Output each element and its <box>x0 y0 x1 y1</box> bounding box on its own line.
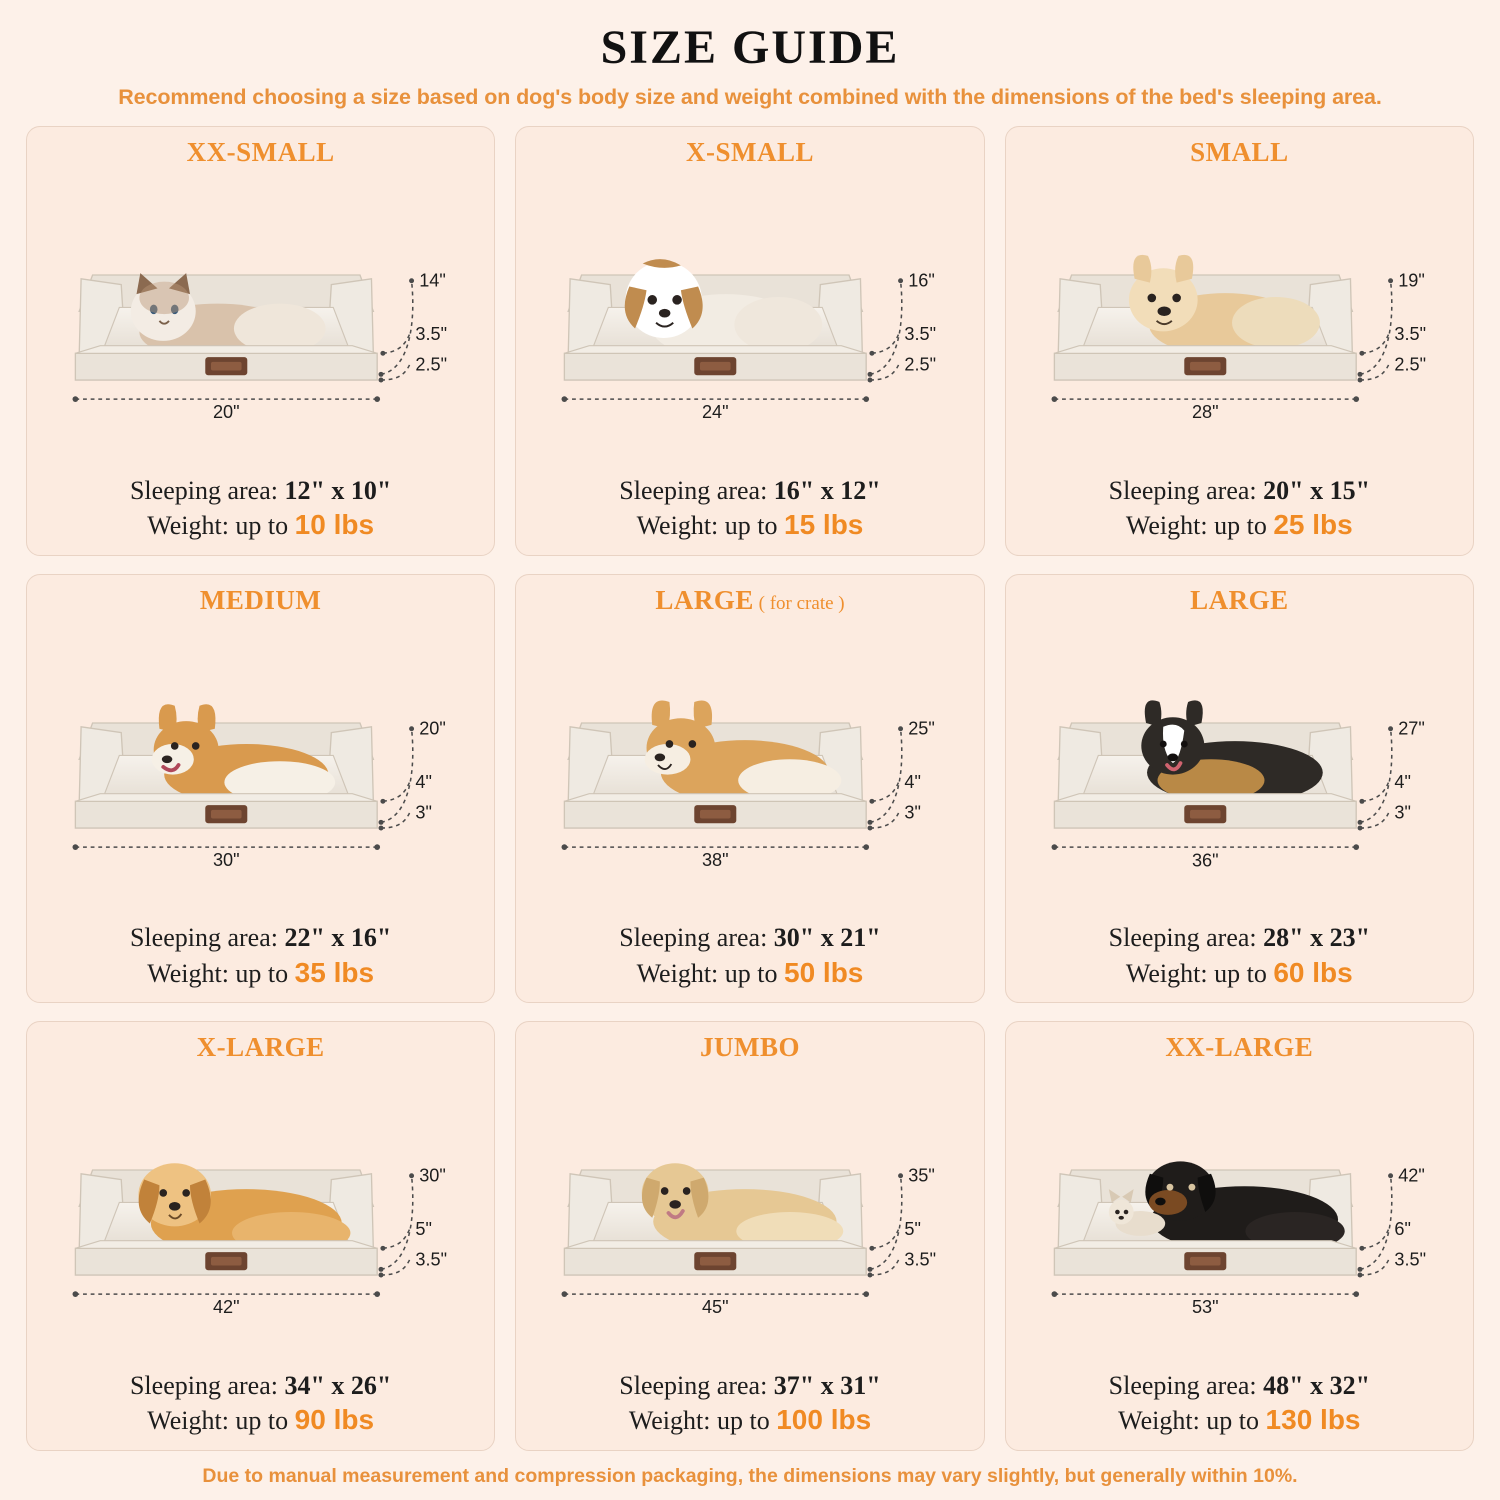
size-card-name: JUMBO <box>699 1032 800 1063</box>
svg-text:14": 14" <box>419 270 446 291</box>
svg-text:3.5": 3.5" <box>904 323 937 344</box>
size-card-specs <box>1020 474 1459 543</box>
bed-illustration-shiba-inu <box>530 618 969 922</box>
bed-illustration-rottweiler-and-chihuahua <box>1020 1065 1459 1369</box>
svg-text:28": 28" <box>1191 402 1219 423</box>
sleeping-area-value: 12" x 10" <box>284 475 392 505</box>
sleeping-area-label: Sleeping area: <box>129 923 278 953</box>
sleeping-area-label: Sleeping area: <box>1108 923 1257 953</box>
svg-text:16": 16" <box>908 270 936 291</box>
size-card-large <box>515 574 984 1004</box>
size-card-xx-large <box>1005 1021 1474 1451</box>
svg-text:3.5": 3.5" <box>904 1249 937 1270</box>
sleeping-area-line <box>41 1369 480 1402</box>
size-card-specs <box>530 1369 969 1438</box>
svg-text:38": 38" <box>702 849 729 870</box>
weight-label: Weight: up to <box>636 958 778 988</box>
sleeping-area-label: Sleeping area: <box>129 1370 278 1400</box>
sleeping-area-line <box>1020 1369 1459 1402</box>
size-card-small <box>1005 126 1474 556</box>
weight-value: 15 lbs <box>784 508 864 540</box>
svg-text:4": 4" <box>1394 771 1411 792</box>
size-card-specs <box>41 921 480 990</box>
sleeping-area-label: Sleeping area: <box>129 475 278 505</box>
size-card-name: LARGE <box>655 584 754 615</box>
size-card-name: X-LARGE <box>196 1032 325 1063</box>
svg-text:3.5": 3.5" <box>1394 323 1426 344</box>
weight-label: Weight: up to <box>147 510 289 540</box>
svg-text:20": 20" <box>212 402 240 423</box>
weight-label: Weight: up to <box>147 958 289 988</box>
size-card-specs <box>530 921 969 990</box>
sleeping-area-label: Sleeping area: <box>619 1370 768 1400</box>
svg-text:53": 53" <box>1191 1297 1219 1318</box>
sleeping-area-label: Sleeping area: <box>619 475 768 505</box>
weight-value: 100 lbs <box>776 1404 872 1436</box>
sleeping-area-line <box>1020 474 1459 507</box>
bed-illustration-french-bulldog <box>1020 170 1459 474</box>
size-card-title <box>41 137 480 168</box>
svg-text:3.5": 3.5" <box>415 323 448 344</box>
weight-value: 10 lbs <box>294 508 375 540</box>
bed-illustration-labrador <box>530 1065 969 1369</box>
sleeping-area-value: 16" x 12" <box>773 475 881 505</box>
svg-text:4": 4" <box>415 771 432 792</box>
bed-illustration-cat <box>41 170 480 474</box>
size-card-title <box>530 585 969 616</box>
sleeping-area-value: 28" x 23" <box>1263 923 1371 953</box>
sleeping-area-value: 20" x 15" <box>1263 475 1371 505</box>
size-card-note: ( for crate ) <box>753 592 845 614</box>
svg-text:2.5": 2.5" <box>904 354 937 375</box>
sleeping-area-label: Sleeping area: <box>619 923 768 953</box>
svg-text:35": 35" <box>908 1165 936 1186</box>
weight-line <box>1020 507 1459 543</box>
sleeping-area-line <box>41 474 480 507</box>
sleeping-area-line <box>41 921 480 954</box>
weight-line <box>1020 1402 1459 1438</box>
bed-illustration-border-collie <box>1020 618 1459 922</box>
sleeping-area-line <box>530 474 969 507</box>
svg-text:30": 30" <box>212 849 240 870</box>
size-card-name: MEDIUM <box>199 584 322 615</box>
weight-label: Weight: up to <box>628 1406 770 1436</box>
svg-text:24": 24" <box>702 402 729 423</box>
svg-text:42": 42" <box>212 1297 240 1318</box>
size-card-title <box>1020 1032 1459 1063</box>
page-title: SIZE GUIDE <box>600 21 900 74</box>
sleeping-area-value: 48" x 32" <box>1263 1370 1371 1400</box>
size-card-specs <box>41 1369 480 1438</box>
weight-label: Weight: up to <box>1125 958 1267 988</box>
size-card-title <box>1020 585 1459 616</box>
size-card-name: XX-LARGE <box>1165 1032 1314 1063</box>
sleeping-area-label: Sleeping area: <box>1108 1370 1257 1400</box>
size-card-specs <box>1020 1369 1459 1438</box>
size-card-name: X-SMALL <box>685 137 814 167</box>
svg-text:5": 5" <box>415 1219 432 1240</box>
sleeping-area-value: 37" x 31" <box>773 1370 881 1400</box>
svg-text:19": 19" <box>1397 270 1425 291</box>
size-card-name: LARGE <box>1190 584 1289 615</box>
weight-line <box>530 507 969 543</box>
weight-label: Weight: up to <box>636 510 778 540</box>
weight-label: Weight: up to <box>1118 1406 1260 1436</box>
size-card-name: XX-SMALL <box>186 137 335 167</box>
svg-text:25": 25" <box>908 718 936 739</box>
weight-value: 130 lbs <box>1265 1404 1361 1436</box>
svg-text:2.5": 2.5" <box>415 354 448 375</box>
weight-value: 35 lbs <box>294 956 375 988</box>
sleeping-area-line <box>1020 921 1459 954</box>
size-card-title <box>530 1032 969 1063</box>
sleeping-area-line <box>530 1369 969 1402</box>
weight-line <box>41 507 480 543</box>
svg-text:3": 3" <box>904 802 922 823</box>
sleeping-area-line <box>530 921 969 954</box>
svg-text:30": 30" <box>419 1165 446 1186</box>
weight-value: 90 lbs <box>294 1404 375 1436</box>
sleeping-area-value: 34" x 26" <box>284 1370 392 1400</box>
size-card-specs <box>41 474 480 543</box>
svg-text:3.5": 3.5" <box>1394 1249 1426 1270</box>
svg-text:4": 4" <box>904 771 922 792</box>
size-card-jumbo <box>515 1021 984 1451</box>
svg-text:3.5": 3.5" <box>415 1249 448 1270</box>
weight-label: Weight: up to <box>147 1406 289 1436</box>
svg-text:2.5": 2.5" <box>1394 354 1426 375</box>
svg-text:6": 6" <box>1394 1219 1411 1240</box>
size-card-specs <box>1020 921 1459 990</box>
size-card-specs <box>530 474 969 543</box>
weight-value: 60 lbs <box>1273 956 1353 988</box>
size-card-title <box>41 1032 480 1063</box>
size-card-name: SMALL <box>1190 137 1289 167</box>
size-card-grid <box>26 126 1474 1451</box>
size-card-x-large <box>26 1021 495 1451</box>
sleeping-area-value: 22" x 16" <box>284 923 392 953</box>
weight-line <box>1020 955 1459 991</box>
size-card-title <box>1020 137 1459 168</box>
svg-text:36": 36" <box>1191 849 1219 870</box>
footer-note: Due to manual measurement and compression packaging, the dimensions may vary slightly, but generally within 10%. <box>202 1465 1298 1487</box>
bed-illustration-golden-retriever <box>41 1065 480 1369</box>
bed-illustration-shih-tzu <box>530 170 969 474</box>
svg-text:45": 45" <box>702 1297 729 1318</box>
size-card-title <box>530 137 969 168</box>
weight-value: 25 lbs <box>1273 508 1353 540</box>
svg-text:3": 3" <box>415 802 432 823</box>
size-card-large <box>1005 574 1474 1004</box>
svg-text:20": 20" <box>419 718 446 739</box>
svg-text:3": 3" <box>1394 802 1411 823</box>
svg-text:42": 42" <box>1397 1165 1425 1186</box>
size-card-xx-small <box>26 126 495 556</box>
bed-illustration-corgi <box>41 618 480 922</box>
weight-line <box>530 1402 969 1438</box>
weight-line <box>41 1402 480 1438</box>
weight-line <box>530 955 969 991</box>
size-card-x-small <box>515 126 984 556</box>
page-subtitle: Recommend choosing a size based on dog's body size and weight combined with the dimensions of the bed's sleeping area. <box>118 85 1382 109</box>
sleeping-area-value: 30" x 21" <box>773 923 881 953</box>
size-card-title <box>41 585 480 616</box>
weight-label: Weight: up to <box>1125 510 1267 540</box>
weight-value: 50 lbs <box>784 956 864 988</box>
sleeping-area-label: Sleeping area: <box>1108 475 1257 505</box>
size-card-medium <box>26 574 495 1004</box>
svg-text:27": 27" <box>1397 718 1425 739</box>
weight-line <box>41 955 480 991</box>
svg-text:5": 5" <box>904 1219 922 1240</box>
